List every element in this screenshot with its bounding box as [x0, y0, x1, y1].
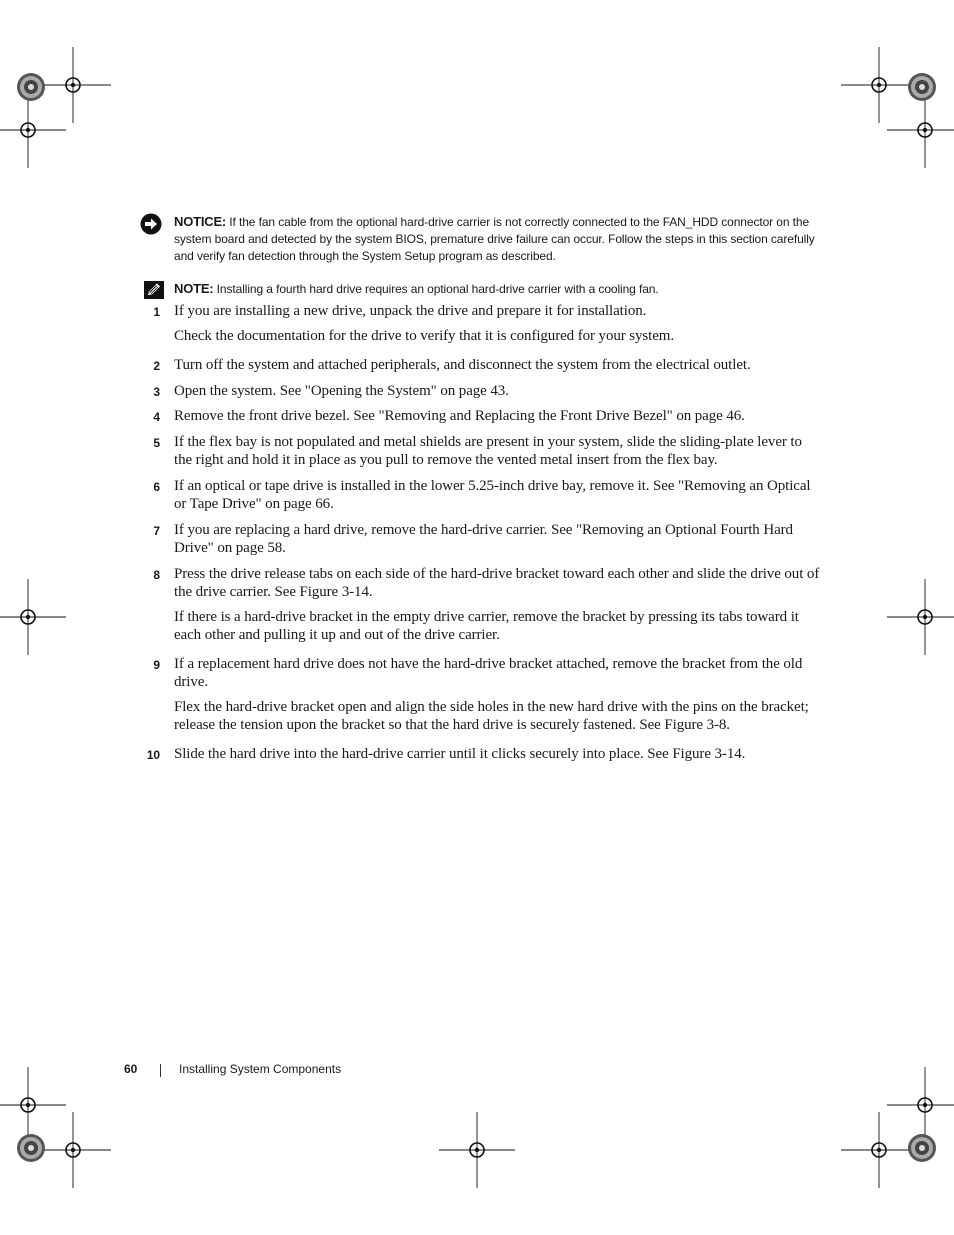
- note-label: NOTE:: [174, 281, 214, 296]
- list-item: [140, 302, 820, 344]
- step-number: 1: [153, 305, 160, 319]
- step-number: 10: [146, 747, 160, 762]
- step-text: Remove the front drive bezel. See "Removing and Replacing the Front Drive Bezel" on page 46.: [174, 408, 745, 424]
- step-text: Press the drive release tabs on each side of the hard-drive bracket toward each other and slide the drive out of the drive carrier. See Figure 3-14.: [174, 565, 820, 600]
- footer-divider: [160, 1064, 161, 1077]
- procedure-steps: [140, 302, 820, 763]
- page-number: 60: [124, 1062, 138, 1076]
- footer-section-title: Installing System Components: [179, 1062, 342, 1076]
- step-number: 3: [153, 384, 160, 399]
- step-number: 8: [153, 567, 160, 582]
- list-item: [140, 655, 820, 735]
- notice-box: [140, 213, 820, 266]
- step-text: If an optical or tape drive is installed in the lower 5.25-inch drive bay, remove it. See "Removing an Optical or Tape Drive" on page 66.: [174, 477, 811, 512]
- notice-text: [174, 213, 820, 266]
- step-number: 4: [153, 410, 160, 424]
- step-number: 7: [153, 523, 160, 538]
- pencil-icon: [144, 281, 164, 299]
- step-text: Check the documentation for the drive to verify that it is configured for your system.: [174, 327, 675, 344]
- note-text: [174, 280, 820, 298]
- list-item: [140, 745, 820, 764]
- step-text: Slide the hard drive into the hard-drive carrier until it clicks securely into place. See Figure 3-14.: [174, 745, 746, 762]
- step-text: If you are replacing a hard drive, remove the hard-drive carrier. See "Removing an Optional Fourth Hard Drive" on page 58.: [174, 521, 793, 556]
- list-item: [140, 407, 820, 426]
- step-text: Open the system. See "Opening the System" on page 43.: [174, 382, 509, 399]
- step-text: If the flex bay is not populated and metal shields are present in your system, slide the sliding-plate lever to the right and hold it in place as you pull to remove the vented metal insert from the flex bay.: [174, 433, 802, 468]
- list-item: [140, 477, 820, 514]
- notice-label: NOTICE:: [174, 214, 227, 229]
- step-number: 2: [153, 359, 160, 373]
- step-text: Turn off the system and attached peripherals, and disconnect the system from the electrical outlet.: [174, 357, 751, 373]
- step-text: If you are installing a new drive, unpack the drive and prepare it for installation.: [174, 303, 647, 319]
- list-item: [140, 433, 820, 470]
- notice-body: If the fan cable from the optional hard-drive carrier is not correctly connected to the FAN_HDD connector on the system board and detected by the system BIOS, premature drive failure can occur. Follow the steps in this section carefully and verify fan detection through the System Setup program as described.: [174, 215, 815, 264]
- note-body: Installing a fourth hard drive requires an optional hard-drive carrier with a cooling fan.: [213, 282, 659, 296]
- step-number: 5: [153, 435, 160, 450]
- step-number: 9: [153, 657, 160, 672]
- list-item: [140, 382, 820, 401]
- list-item: [140, 356, 820, 375]
- list-item: [140, 565, 820, 645]
- step-text: If a replacement hard drive does not have the hard-drive bracket attached, remove the bracket from the old drive.: [174, 655, 803, 690]
- list-item: [140, 521, 820, 558]
- step-number: 6: [153, 479, 160, 494]
- step-text: If there is a hard-drive bracket in the empty drive carrier, remove the bracket by pressing its tabs toward it each other and pulling it up and out of the drive carrier.: [174, 608, 799, 643]
- notice-icon: [140, 213, 162, 235]
- note-box: [140, 280, 820, 298]
- step-text: Flex the hard-drive bracket open and align the side holes in the new hard drive with the pins on the bracket; release the tension upon the bracket so that the hard drive is securely fastened. See Figure 3-8.: [174, 698, 809, 733]
